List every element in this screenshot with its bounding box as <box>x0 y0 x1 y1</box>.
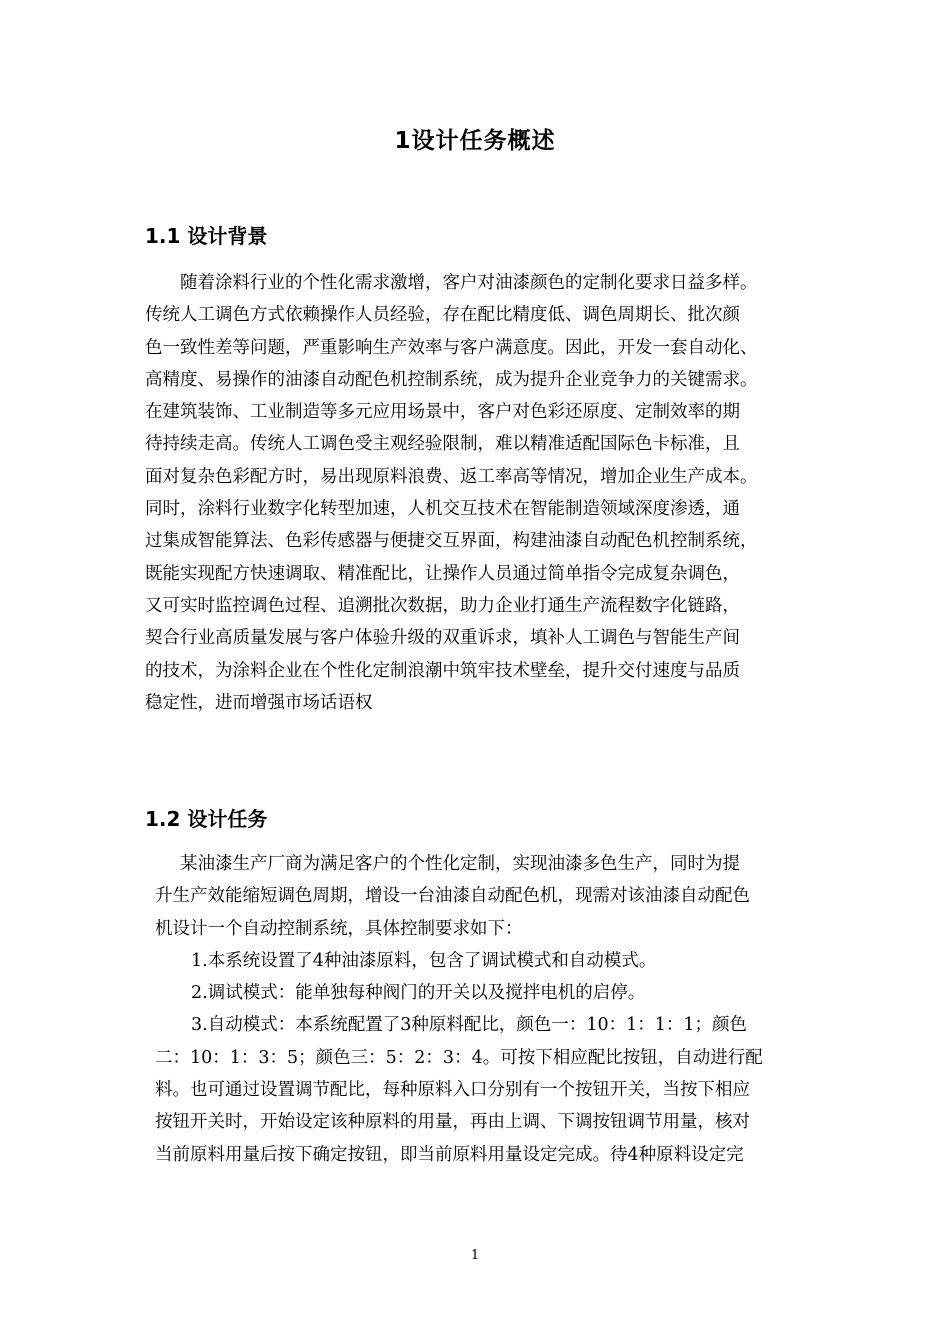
paragraph-line: 在建筑装饰、工业制造等多元应用场景中，客户对色彩还原度、定制效率的期 <box>145 402 740 423</box>
paragraph-line: 稳定性，进而增强市场话语权 <box>145 692 373 713</box>
chapter-title: 1设计任务概述 <box>394 128 556 154</box>
paragraph-line: 契合行业高质量发展与客户体验升级的双重诉求，填补人工调色与智能生产间 <box>145 628 740 649</box>
page-number: 1 <box>470 1248 480 1263</box>
section-1-1-paragraph <box>145 267 825 719</box>
paragraph-line: 升生产效能缩短调色周期，增设一台油漆自动配色机，现需对该油漆自动配色 <box>155 886 750 907</box>
requirement-item-1: 1.本系统设置了4种油漆原料，包含了调试模式和自动模式。 <box>191 950 657 971</box>
requirement-item-2: 2.调试模式：能单独每种阀门的开关以及搅拌电机的启停。 <box>191 983 646 1004</box>
paragraph-line: 机设计一个自动控制系统，具体控制要求如下： <box>155 918 523 939</box>
paragraph-line: 色一致性差等问题，严重影响生产效率与客户满意度。因此，开发一套自动化、 <box>145 337 758 358</box>
paragraph-line: 待持续走高。传统人工调色受主观经验限制，难以精准适配国际色卡标准，且 <box>145 434 740 455</box>
paragraph-line: 二：10：1：3：5；颜色三：5：2：3：4。可按下相应配比按钮，自动进行配 <box>155 1047 763 1068</box>
paragraph-line: 某油漆生产厂商为满足客户的个性化定制，实现油漆多色生产，同时为提 <box>180 854 740 874</box>
paragraph-line: 过集成智能算法、色彩传感器与便捷交互界面，构建油漆自动配色机控制系统， <box>145 531 758 552</box>
requirement-item-3: 3.自动模式：本系统配置了3种原料配比，颜色一：10：1：1：1；颜色 <box>191 1015 747 1036</box>
paragraph-line: 的技术，为涂料企业在个性化定制浪潮中筑牢技术壁垒，提升交付速度与品质 <box>145 660 740 681</box>
paragraph-line: 料。也可通过设置调节配比，每种原料入口分别有一个按钮开关，当按下相应 <box>155 1080 750 1101</box>
paragraph-line: 按钮开关时，开始设定该种原料的用量，再由上调、下调按钮调节用量，核对 <box>155 1112 750 1133</box>
section-heading-1-1: 1.1 设计背景 <box>145 224 268 248</box>
paragraph-line: 当前原料用量后按下确定按钮，即当前原料用量设定完成。待4种原料设定完 <box>155 1144 744 1165</box>
paragraph-line: 同时，涂料行业数字化转型加速，人机交互技术在智能制造领域深度渗透，通 <box>145 499 740 520</box>
section-heading-1-2: 1.2 设计任务 <box>145 807 268 831</box>
paragraph-line: 面对复杂色彩配方时，易出现原料浪费、返工率高等情况，增加企业生产成本。 <box>145 466 758 487</box>
paragraph-line: 高精度、易操作的油漆自动配色机控制系统，成为提升企业竞争力的关键需求。 <box>145 369 758 390</box>
paragraph-line: 既能实现配方快速调取、精准配比，让操作人员通过简单指令完成复杂调色， <box>145 563 740 584</box>
paragraph-line: 又可实时监控调色过程、追溯批次数据，助力企业打通生产流程数字化链路， <box>145 595 740 616</box>
paragraph-line: 随着涂料行业的个性化需求激增，客户对油漆颜色的定制化要求日益多样。 <box>180 273 758 293</box>
paragraph-line: 传统人工调色方式依赖操作人员经验，存在配比精度低、调色周期长、批次颜 <box>145 305 740 326</box>
section-1-2-content <box>145 848 825 1171</box>
